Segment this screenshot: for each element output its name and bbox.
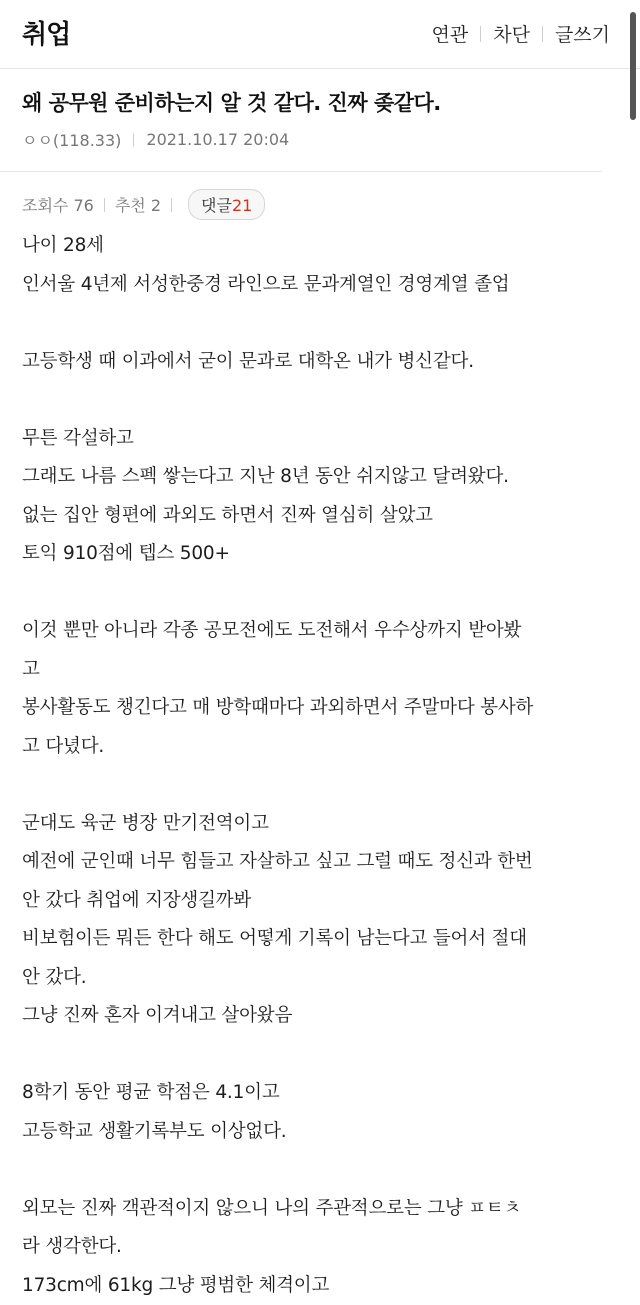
post-body-line: 그냥 진짜 혼자 이겨내고 살아왔음 bbox=[22, 997, 612, 1036]
post-meta bbox=[22, 128, 289, 151]
post-body-line: 나이 28세 bbox=[22, 227, 612, 266]
blank-line bbox=[22, 381, 612, 420]
post-body-line: 외모는 진짜 객관적이지 않으니 나의 주관적으로는 그냥 ㅍㅌㅊ bbox=[22, 1190, 612, 1229]
post-body-line: 라 생각한다. bbox=[22, 1228, 612, 1267]
blank-line bbox=[22, 1036, 612, 1075]
comments-button[interactable] bbox=[188, 189, 265, 220]
post-body-line: 고등학생 때 이과에서 굳이 문과로 대학온 내가 병신같다. bbox=[22, 343, 612, 382]
blank-line bbox=[22, 304, 612, 343]
post-body-line: 인서울 4년제 서성한중경 라인으로 문과계열인 경영계열 졸업 bbox=[22, 266, 612, 305]
post-body-line: 토익 910점에 텝스 500+ bbox=[22, 535, 612, 574]
post-body-line: 군대도 육군 병장 만기전역이고 bbox=[22, 805, 612, 844]
post-datetime: 2021.10.17 20:04 bbox=[146, 130, 289, 149]
stats-divider bbox=[171, 198, 172, 212]
meta-divider bbox=[133, 133, 134, 147]
post-stats bbox=[22, 189, 265, 220]
blank-line bbox=[22, 766, 612, 805]
comments-label: 댓글 bbox=[201, 196, 232, 215]
post-body bbox=[22, 227, 612, 1305]
scrollbar[interactable] bbox=[630, 12, 636, 120]
write-link[interactable]: 글쓰기 bbox=[555, 20, 610, 47]
comments-count: 21 bbox=[232, 196, 252, 215]
post-body-line: 이것 뿐만 아니라 각종 공모전에도 도전해서 우수상까지 받아봤 bbox=[22, 612, 612, 651]
post-body-line: 봉사활동도 챙긴다고 매 방학때마다 과외하면서 주말마다 봉사하 bbox=[22, 689, 612, 728]
header-menu bbox=[432, 20, 611, 47]
recommend-count: 추천 2 bbox=[115, 193, 161, 216]
post-body-line: 고 다녔다. bbox=[22, 728, 612, 767]
post-author[interactable]: ㅇㅇ(118.33) bbox=[22, 128, 121, 151]
top-bar bbox=[0, 0, 640, 69]
post-body-line: 없는 집안 형편에 과외도 하면서 진짜 열심히 살았고 bbox=[22, 497, 612, 536]
blank-line bbox=[22, 1151, 612, 1190]
post-body-line: 안 갔다. bbox=[22, 959, 612, 998]
stats-divider bbox=[104, 198, 105, 212]
post-body-line: 비보험이든 뭐든 한다 해도 어떻게 기록이 남는다고 들어서 절대 bbox=[22, 920, 612, 959]
view-count: 조회수 76 bbox=[22, 193, 94, 216]
post-body-line: 무튼 각설하고 bbox=[22, 420, 612, 459]
related-link[interactable]: 연관 bbox=[432, 20, 469, 47]
blank-line bbox=[22, 574, 612, 613]
block-link[interactable]: 차단 bbox=[493, 20, 530, 47]
post-header bbox=[0, 69, 602, 172]
post-title: 왜 공무원 준비하는지 알 것 같다. 진짜 좆같다. bbox=[22, 87, 441, 117]
post-body-line: 안 갔다 취업에 지장생길까봐 bbox=[22, 882, 612, 921]
menu-divider bbox=[542, 26, 543, 42]
board-category-title[interactable]: 취업 bbox=[22, 14, 70, 51]
post-body-line: 고 bbox=[22, 651, 612, 690]
post-body-line: 그래도 나름 스펙 쌓는다고 지난 8년 동안 쉬지않고 달려왔다. bbox=[22, 458, 612, 497]
menu-divider bbox=[480, 26, 481, 42]
post-body-line: 173cm에 61kg 그냥 평범한 체격이고 bbox=[22, 1267, 612, 1305]
post-body-line: 예전에 군인때 너무 힘들고 자살하고 싶고 그럴 때도 정신과 한번 bbox=[22, 843, 612, 882]
post-body-line: 고등학교 생활기록부도 이상없다. bbox=[22, 1113, 612, 1152]
post-body-line: 8학기 동안 평균 학점은 4.1이고 bbox=[22, 1074, 612, 1113]
